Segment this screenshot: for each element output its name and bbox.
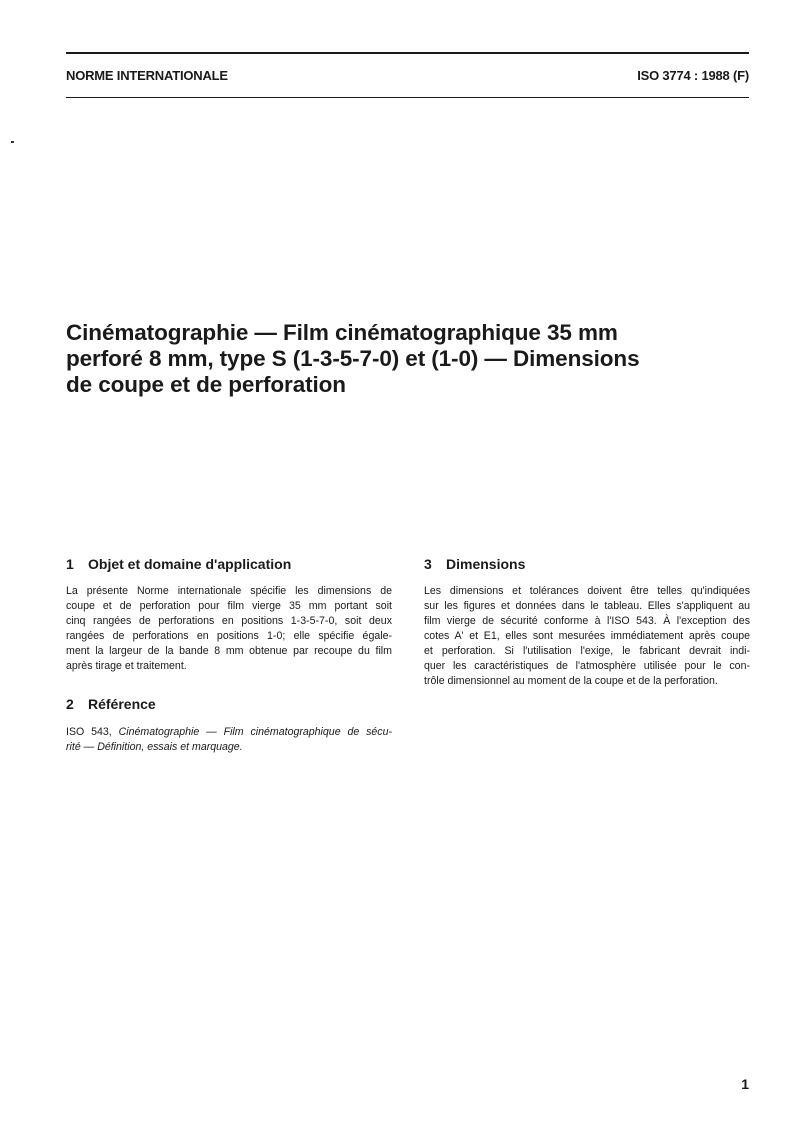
section-1-body	[66, 584, 392, 674]
body-line: cotes A' et E1, elles sont mesurées immédiatement après coupe	[424, 630, 750, 642]
section-2-body	[66, 725, 392, 755]
body-line: Les dimensions et tolérances doivent être telles qu'indiquées	[424, 585, 750, 597]
title-line: Cinématographie — Film cinématographique 35 mm	[66, 320, 618, 345]
section-3-heading	[424, 556, 525, 572]
reference-line	[66, 725, 392, 740]
reference-title-part2: rité — Définition, essais et marquage.	[66, 741, 243, 753]
body-line: coupe et de perforation pour film vierge 35 mm portant soit	[66, 600, 392, 612]
title-line: perforé 8 mm, type S (1-3-5-7-0) et (1-0) — Dimensions	[66, 346, 640, 371]
body-line: ment la largeur de la bande 8 mm obtenue par recoupe du film	[66, 645, 392, 657]
body-line: rangées de perforations en positions 1-0; elle spécifie égale-	[66, 630, 392, 642]
header-top-rule	[66, 52, 749, 54]
reference-prefix: ISO 543,	[66, 726, 112, 738]
page-number: 1	[741, 1076, 749, 1092]
body-line: film vierge de sécurité conforme à l'ISO 543. À l'exception des	[424, 615, 750, 627]
title-line: de coupe et de perforation	[66, 372, 346, 397]
section-1-heading	[66, 556, 291, 572]
body-line: La présente Norme internationale spécifie les dimensions de	[66, 585, 392, 597]
body-line: et perforation. Si l'utilisation l'exige, le fabricant devrait indi-	[424, 645, 750, 657]
body-line: après tirage et traitement.	[66, 660, 187, 672]
section-title: Dimensions	[446, 556, 526, 572]
section-2-heading	[66, 696, 156, 712]
header-standard-number: ISO 3774 : 1988 (F)	[637, 68, 749, 83]
body-line: cinq rangées de perforations en positions 1-3-5-7-0, soit deux	[66, 615, 392, 627]
section-3-body	[424, 584, 750, 689]
section-number: 2	[66, 696, 74, 712]
header-bottom-rule	[66, 97, 749, 98]
section-number: 1	[66, 556, 74, 572]
body-line: trôle dimensionnel au moment de la coupe et de la perforation.	[424, 675, 718, 687]
document-title	[66, 320, 726, 398]
scan-speck	[11, 141, 14, 143]
section-title: Référence	[88, 696, 156, 712]
reference-title-part1: Cinématographie — Film cinématographique de sécu-	[118, 726, 392, 738]
body-line: sur les figures et données dans le tableau. Elles s'appliquent au	[424, 600, 750, 612]
section-number: 3	[424, 556, 432, 572]
header-standard-type: NORME INTERNATIONALE	[66, 68, 228, 83]
body-line: quer les caractéristiques de l'atmosphère utilisée pour le con-	[424, 660, 750, 672]
section-title: Objet et domaine d'application	[88, 556, 292, 572]
